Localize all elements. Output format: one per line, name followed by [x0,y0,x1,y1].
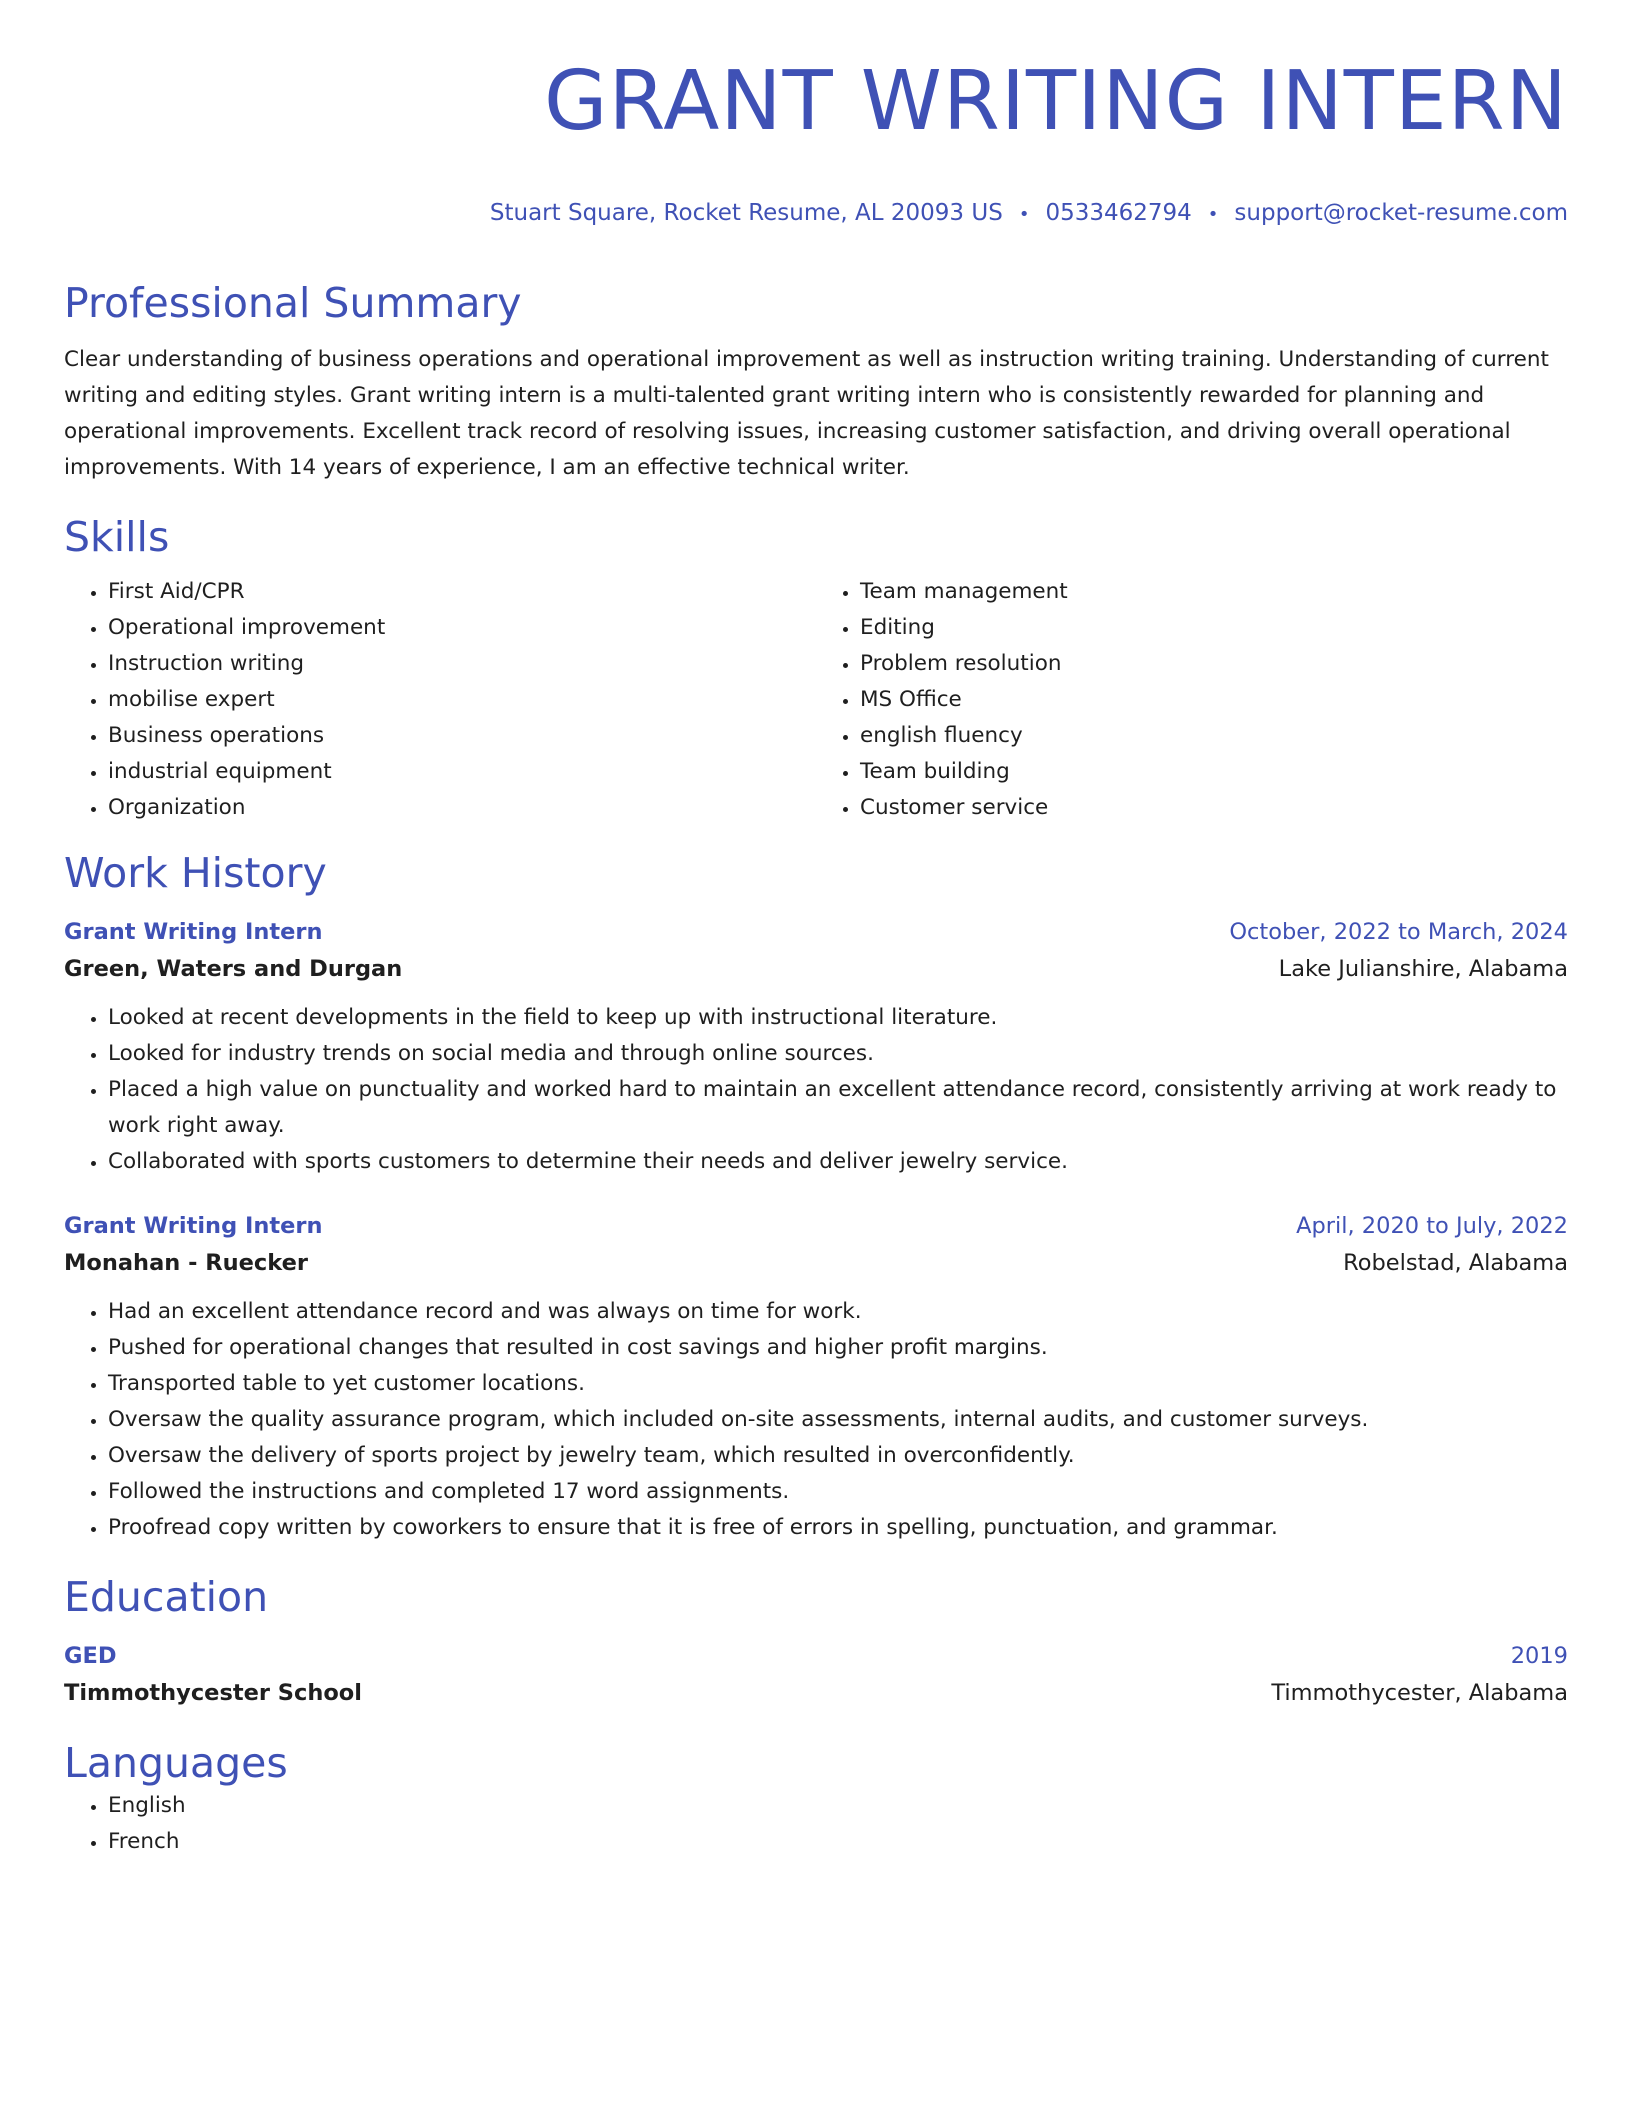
job-dates: October, 2022 to March, 2024 [1229,919,1568,945]
job-company: Green, Waters and Durgan [64,956,403,982]
education-year: 2019 [1510,1643,1568,1669]
skill-item: • Customer service [860,790,1568,826]
contact-address: Stuart Square, Rocket Resume, AL 20093 US [489,200,1003,226]
job-duty: • Followed the instructions and completed 17 word assignments. [108,1474,1568,1510]
job-duty: • Proofread copy written by coworkers to ensure that it is free of errors in spelling, punctuation, and grammar. [108,1510,1568,1546]
skill-item: • Team building [860,754,1568,790]
education-entry [64,1638,1568,1712]
language-item: • English [108,1788,1568,1824]
education-school: Timmothycester School [64,1680,362,1706]
skills-column-left [64,574,816,826]
skill-item: • Organization [108,790,816,826]
skill-item: • english fluency [860,718,1568,754]
education-heading: Education [64,1573,269,1621]
job-duty: • Collaborated with sports customers to determine their needs and deliver jewelry service. [108,1144,1568,1180]
work-history-section [64,848,1568,1546]
job-duty: • Looked at recent developments in the field to keep up with instructional literature. [108,1000,1568,1036]
skill-item: • Operational improvement [108,610,816,646]
job-duty: • Oversaw the quality assurance program, which included on-site assessments, internal audits, and customer surveys. [108,1402,1568,1438]
work-history-heading: Work History [64,849,327,897]
job-duty: • Looked for industry trends on social media and through online sources. [108,1036,1568,1072]
contact-separator: • [1207,204,1219,225]
contact-separator: • [1018,204,1030,225]
contact-phone: 0533462794 [1045,200,1192,226]
job-duties [64,1000,1568,1180]
job-duty: • Pushed for operational changes that resulted in cost savings and higher profit margins. [108,1330,1568,1366]
skills-heading: Skills [64,513,170,561]
skills-column-right [816,574,1568,826]
skills-list-right [816,574,1568,826]
education-section [64,1572,1568,1712]
education-school-row [64,1674,1568,1712]
education-degree: GED [64,1643,117,1669]
skills-list-left [64,574,816,826]
job-title: Grant Writing Intern [64,1213,323,1239]
resume-name: GRANT WRITING INTERN [544,54,1568,149]
skill-item: • Instruction writing [108,646,816,682]
skill-item: • Editing [860,610,1568,646]
skill-item: • First Aid/CPR [108,574,816,610]
job-location: Lake Julianshire, Alabama [1278,956,1568,982]
job-company: Monahan - Ruecker [64,1250,308,1276]
job-company-row [64,950,1568,988]
education-degree-row [64,1638,1568,1674]
skill-item: • mobilise expert [108,682,816,718]
education-location: Timmothycester, Alabama [1271,1680,1568,1706]
job-duty: • Had an excellent attendance record and was always on time for work. [108,1294,1568,1330]
summary-text: Clear understanding of business operations and operational improvement as well as instruction writing training. Understanding of current writing and editing styles. Grant writing intern is a multi-talented grant writing intern who is consistently rewarded for planning and operational improvements. Excellent track record of resolving issues, increasing customer satisfaction, and driving overall operational improvements. With 14 years of experience, I am an effective technical writer. [64,347,1549,480]
resume-header [64,0,1568,230]
job-entry [64,1208,1568,1546]
job-title-row [64,914,1568,950]
job-duty: • Placed a high value on punctuality and worked hard to maintain an excellent attendance record, consistently arriving at work ready to work right away. [108,1072,1568,1144]
job-dates: April, 2020 to July, 2022 [1296,1213,1568,1239]
skill-item: • MS Office [860,682,1568,718]
job-location: Robelstad, Alabama [1343,1250,1568,1276]
skill-item: • Team management [860,574,1568,610]
job-duty: • Transported table to yet customer locations. [108,1366,1568,1402]
job-entry [64,914,1568,1180]
skills-grid [64,574,1568,826]
languages-list [64,1788,1568,1860]
languages-heading: Languages [64,1739,288,1787]
job-duty: • Oversaw the delivery of sports project by jewelry team, which resulted in overconfidently. [108,1438,1568,1474]
skill-item: • industrial equipment [108,754,816,790]
summary-heading: Professional Summary [64,279,522,327]
contact-line [64,198,1568,230]
language-item: • French [108,1824,1568,1860]
job-duties [64,1294,1568,1546]
summary-section [64,278,1568,486]
job-title-row [64,1208,1568,1244]
job-company-row [64,1244,1568,1282]
job-title: Grant Writing Intern [64,919,323,945]
skill-item: • Business operations [108,718,816,754]
languages-section [64,1738,1568,1860]
contact-email: support@rocket-resume.com [1234,200,1568,226]
skills-section [64,512,1568,826]
skill-item: • Problem resolution [860,646,1568,682]
